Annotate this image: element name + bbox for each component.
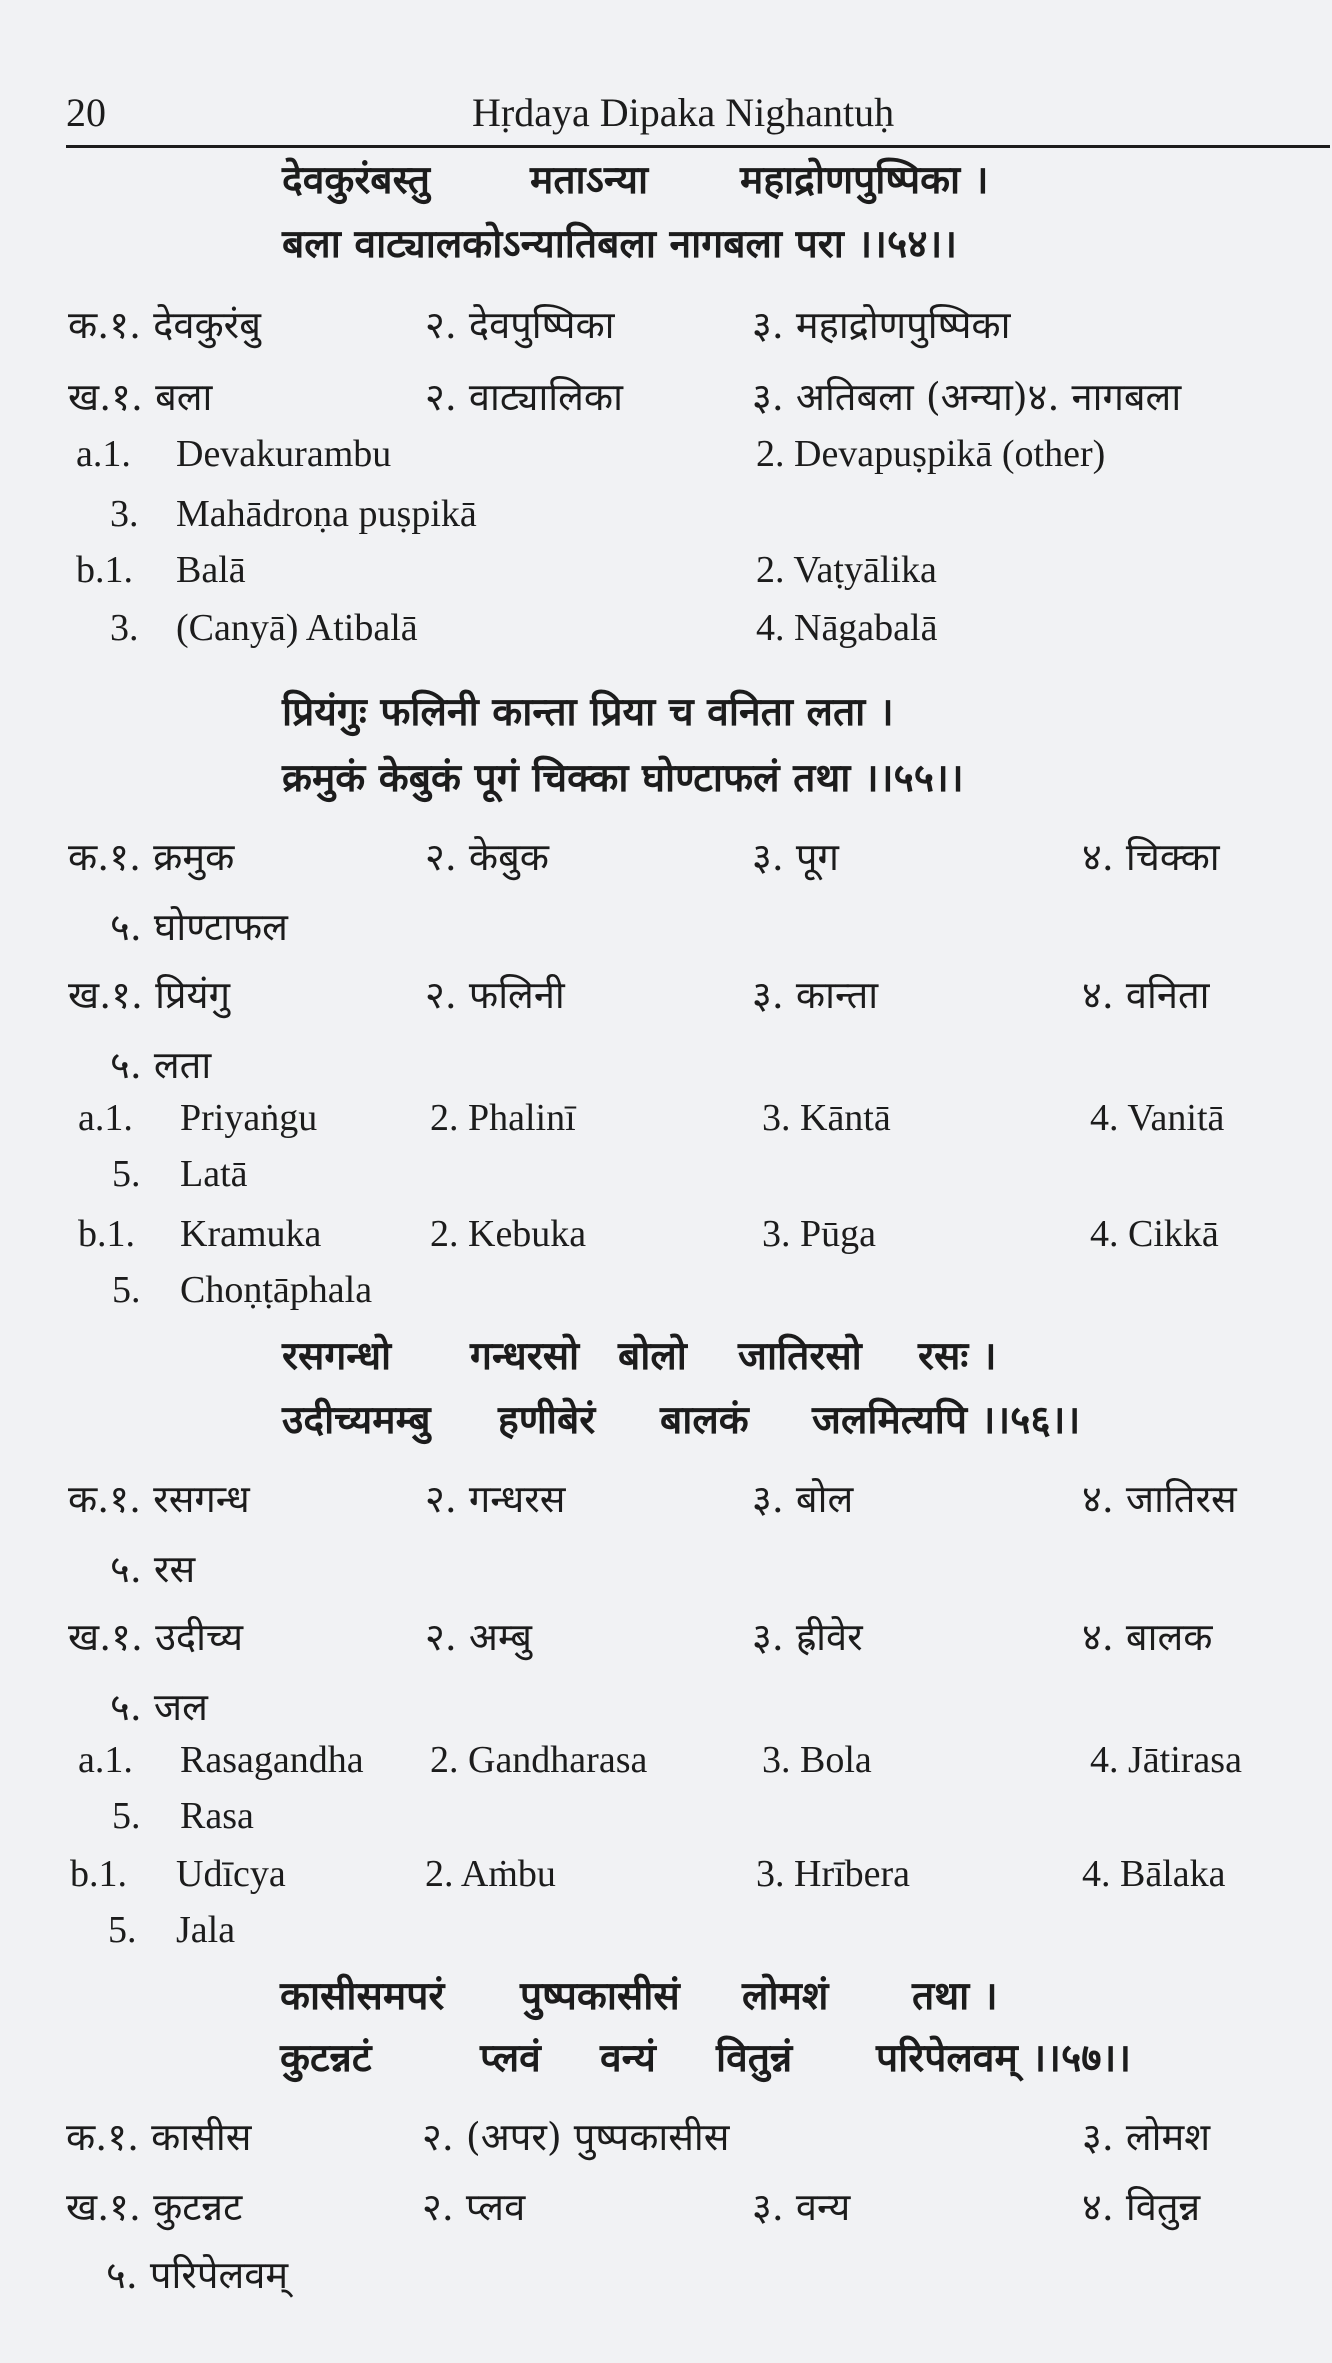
text-cell: Rasagandha bbox=[180, 1739, 364, 1781]
text-cell: ३. पूग bbox=[752, 835, 839, 879]
text-cell: ख.१. प्रियंगु bbox=[68, 973, 230, 1017]
text-cell: Mahādroṇa puṣpikā bbox=[176, 493, 477, 535]
text-cell: २. अम्बु bbox=[425, 1615, 532, 1659]
text-cell: वन्यं bbox=[600, 2035, 656, 2081]
verse-line bbox=[0, 684, 1332, 744]
hindi-gloss-line bbox=[0, 370, 1332, 430]
text-cell: रसगन्धो bbox=[282, 1333, 392, 1379]
hindi-gloss-line bbox=[0, 1472, 1332, 1532]
text-cell: ४. जातिरस bbox=[1082, 1477, 1237, 1521]
text-cell: ५. रस bbox=[110, 1547, 196, 1591]
verse-line bbox=[0, 1392, 1332, 1452]
text-cell: 2. Aṁbu bbox=[425, 1853, 556, 1895]
text-cell: a.1. bbox=[78, 1097, 133, 1139]
hindi-gloss-line bbox=[0, 1038, 1332, 1098]
text-cell: प्रियंगुः फलिनी कान्ता प्रिया च वनिता लता । bbox=[282, 689, 894, 735]
text-cell: 2. Gandharasa bbox=[430, 1739, 648, 1781]
text-cell: लोमशं bbox=[742, 1973, 829, 2019]
text-cell: b.1. bbox=[76, 549, 133, 591]
text-cell: २. केबुक bbox=[425, 835, 549, 879]
text-cell: ३. महाद्रोणपुष्पिका bbox=[752, 303, 1011, 347]
english-gloss-line bbox=[0, 1212, 1332, 1272]
english-gloss-line bbox=[0, 1268, 1332, 1328]
text-cell: Kramuka bbox=[180, 1213, 322, 1255]
text-cell: बालकं bbox=[660, 1397, 749, 1443]
text-cell: ५. लता bbox=[110, 1043, 212, 1087]
text-cell: उदीच्यमम्बु bbox=[282, 1397, 431, 1443]
verse-line bbox=[0, 216, 1332, 276]
text-cell: 3. Pūga bbox=[762, 1213, 876, 1255]
text-cell: ख.१. बला bbox=[68, 375, 213, 419]
hindi-gloss-line bbox=[0, 1610, 1332, 1670]
page-number: 20 bbox=[66, 90, 106, 135]
hindi-gloss-line bbox=[0, 900, 1332, 960]
text-cell: 5. bbox=[108, 1909, 137, 1951]
hindi-gloss-line bbox=[0, 2110, 1332, 2170]
text-cell: वितुन्नं bbox=[716, 2035, 793, 2081]
text-cell: २. (अपर) पुष्पकासीस bbox=[422, 2115, 730, 2159]
english-gloss-line bbox=[0, 1794, 1332, 1854]
text-cell: ३. अतिबला (अन्या)४. नागबला bbox=[752, 375, 1182, 419]
text-cell: २. प्लव bbox=[422, 2185, 526, 2229]
text-cell: पुष्पकासीसं bbox=[520, 1973, 680, 2019]
english-gloss-line bbox=[0, 548, 1332, 608]
text-cell: ५. घोण्टाफल bbox=[110, 905, 288, 949]
text-cell: प्लवं bbox=[480, 2035, 541, 2081]
text-cell: Choṇṭāphala bbox=[180, 1269, 373, 1311]
text-cell: ५. परिपेलवम् bbox=[106, 2253, 289, 2297]
text-cell: 4. Vanitā bbox=[1090, 1097, 1225, 1139]
text-cell: Devakurambu bbox=[176, 433, 392, 475]
hindi-gloss-line bbox=[0, 298, 1332, 358]
text-cell: ५. जल bbox=[110, 1685, 208, 1729]
text-cell: ख.१. कुटन्नट bbox=[66, 2185, 243, 2229]
text-cell: महाद्रोणपुष्पिका । bbox=[740, 157, 989, 203]
text-cell: b.1. bbox=[70, 1853, 127, 1895]
text-cell: हणीबेरं bbox=[498, 1397, 596, 1443]
hindi-gloss-line bbox=[0, 968, 1332, 1028]
text-cell: a.1. bbox=[78, 1739, 133, 1781]
text-cell: क.१. कासीस bbox=[66, 2115, 252, 2159]
text-cell: 5. bbox=[112, 1795, 141, 1837]
page-header bbox=[66, 85, 1330, 148]
text-cell: कुटन्नटं bbox=[280, 2035, 372, 2081]
hindi-gloss-line bbox=[0, 2248, 1332, 2308]
english-gloss-line bbox=[0, 1096, 1332, 1156]
text-cell: क.१. देवकुरंबु bbox=[68, 303, 261, 347]
text-cell: ३. कान्ता bbox=[752, 973, 879, 1017]
hindi-gloss-line bbox=[0, 1542, 1332, 1602]
text-cell: बोलो bbox=[618, 1333, 687, 1379]
text-cell: 4. Jātirasa bbox=[1090, 1739, 1242, 1781]
text-cell: परिपेलवम् ।।५७।। bbox=[876, 2035, 1132, 2081]
text-cell: ३. वन्य bbox=[752, 2185, 851, 2229]
text-cell: 2. Phalinī bbox=[430, 1097, 576, 1139]
text-cell: देवकुरंबस्तु bbox=[282, 157, 430, 203]
text-cell: Balā bbox=[176, 549, 246, 591]
text-cell: मताऽन्या bbox=[530, 157, 649, 203]
text-cell: ३. बोल bbox=[752, 1477, 854, 1521]
text-cell: 4. Nāgabalā bbox=[756, 607, 938, 649]
text-cell: Jala bbox=[176, 1909, 236, 1951]
text-cell: Priyaṅgu bbox=[180, 1097, 318, 1139]
text-cell: ख.१. उदीच्य bbox=[68, 1615, 244, 1659]
verse-line bbox=[0, 152, 1332, 212]
text-cell: क.१. रसगन्ध bbox=[68, 1477, 250, 1521]
text-cell: 3. Hrībera bbox=[756, 1853, 911, 1895]
verse-line bbox=[0, 750, 1332, 810]
hindi-gloss-line bbox=[0, 2180, 1332, 2240]
english-gloss-line bbox=[0, 1908, 1332, 1968]
english-gloss-line bbox=[0, 492, 1332, 552]
english-gloss-line bbox=[0, 1152, 1332, 1212]
english-gloss-line bbox=[0, 432, 1332, 492]
text-cell: 4. Cikkā bbox=[1090, 1213, 1219, 1255]
running-title: Hṛdaya Dipaka Nighantuḥ bbox=[472, 90, 895, 135]
text-cell: Latā bbox=[180, 1153, 248, 1195]
verse-line bbox=[0, 1968, 1332, 2028]
text-cell: 3. bbox=[110, 493, 139, 535]
text-cell: 2. Kebuka bbox=[430, 1213, 587, 1255]
text-cell: बला वाट्यालकोऽन्यातिबला नागबला परा ।।५४।। bbox=[282, 221, 958, 267]
text-cell: 3. bbox=[110, 607, 139, 649]
text-cell: 5. bbox=[112, 1153, 141, 1195]
text-cell: तथा । bbox=[912, 1973, 998, 2019]
text-cell: 3. Kāntā bbox=[762, 1097, 891, 1139]
text-cell: (Canyā) Atibalā bbox=[176, 607, 418, 649]
text-cell: ४. वनिता bbox=[1082, 973, 1210, 1017]
text-cell: २. देवपुष्पिका bbox=[425, 303, 615, 347]
text-cell: ४. चिक्का bbox=[1082, 835, 1220, 879]
text-cell: २. गन्धरस bbox=[425, 1477, 566, 1521]
text-cell: 4. Bālaka bbox=[1082, 1853, 1226, 1895]
english-gloss-line bbox=[0, 1852, 1332, 1912]
hindi-gloss-line bbox=[0, 830, 1332, 890]
text-cell: क्रमुकं केबुकं पूगं चिक्का घोण्टाफलं तथा ।।५५।। bbox=[282, 755, 964, 801]
text-cell: जातिरसो bbox=[738, 1333, 862, 1379]
text-cell: कासीसमपरं bbox=[280, 1973, 445, 2019]
text-cell: रसः । bbox=[918, 1333, 997, 1379]
text-cell: 2. Devapuṣpikā (other) bbox=[756, 433, 1106, 475]
text-cell: b.1. bbox=[78, 1213, 135, 1255]
text-cell: 3. Bola bbox=[762, 1739, 872, 1781]
verse-line bbox=[0, 1328, 1332, 1388]
text-cell: 2. Vaṭyālika bbox=[756, 549, 937, 591]
verse-line bbox=[0, 2030, 1332, 2090]
english-gloss-line bbox=[0, 1738, 1332, 1798]
text-cell: Rasa bbox=[180, 1795, 254, 1837]
text-cell: २. फलिनी bbox=[425, 973, 565, 1017]
text-cell: Udīcya bbox=[176, 1853, 286, 1895]
hindi-gloss-line bbox=[0, 1680, 1332, 1740]
text-cell: ३. लोमश bbox=[1082, 2115, 1211, 2159]
english-gloss-line bbox=[0, 606, 1332, 666]
text-cell: जलमित्यपि ।।५६।। bbox=[812, 1397, 1081, 1443]
text-cell: a.1. bbox=[76, 433, 131, 475]
text-cell: गन्धरसो bbox=[470, 1333, 580, 1379]
text-cell: क.१. क्रमुक bbox=[68, 835, 235, 879]
text-cell: २. वाट्यालिका bbox=[425, 375, 623, 419]
text-cell: ४. वितुन्न bbox=[1082, 2185, 1201, 2229]
text-cell: ४. बालक bbox=[1082, 1615, 1213, 1659]
text-cell: ३. ह्रीवेर bbox=[752, 1615, 863, 1659]
text-cell: 5. bbox=[112, 1269, 141, 1311]
